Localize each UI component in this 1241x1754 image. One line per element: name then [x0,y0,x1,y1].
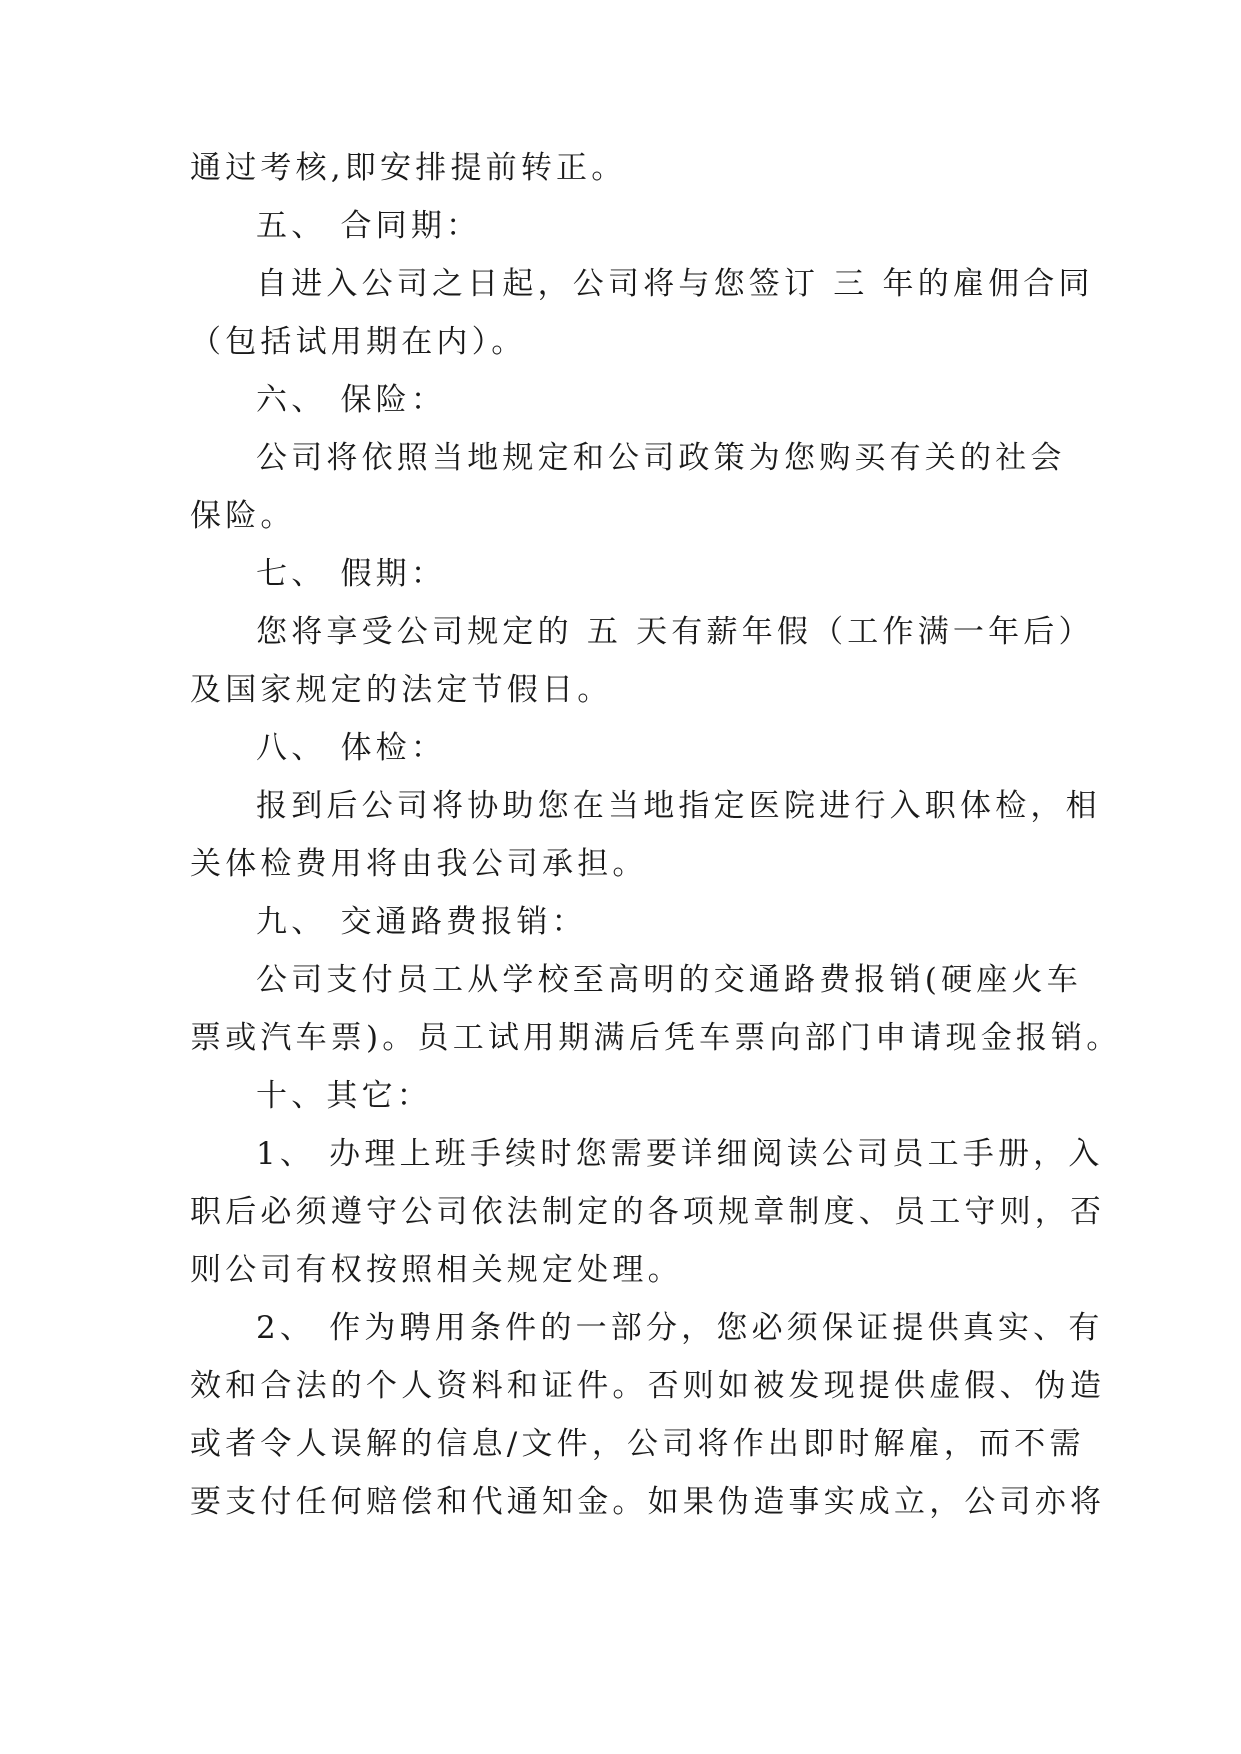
body-text-line: 自进入公司之日起，公司将与您签订 三 年的雇佣合同 [256,266,1094,302]
section-heading-insurance: 六、 保险： [256,382,447,418]
body-text-line: 或者令人误解的信息/文件，公司将作出即时解雇，而不需 [190,1426,1085,1462]
body-text-line: 要支付任何赔偿和代通知金。如果伪造事实成立，公司亦将 [190,1484,1106,1520]
body-text-line: 公司将依照当地规定和公司政策为您购买有关的社会 [256,440,1066,476]
body-text-line: 关体检费用将由我公司承担。 [190,846,648,882]
body-text-line: 职后必须遵守公司依法制定的各项规章制度、员工守则，否 [190,1194,1106,1230]
body-text-line: 报到后公司将协助您在当地指定医院进行入职体检，相 [256,788,1101,824]
section-heading-other: 十、其它： [256,1078,432,1114]
body-text-line: 通过考核,即安排提前转正。 [190,150,627,186]
section-heading-holidays: 七、 假期： [256,556,447,592]
body-text-line: 及国家规定的法定节假日。 [190,672,613,708]
section-heading-medical-exam: 八、 体检： [256,730,447,766]
list-item-1: 1、 办理上班手续时您需要详细阅读公司员工手册，入 [256,1136,1104,1172]
list-item-2: 2、 作为聘用条件的一部分，您必须保证提供真实、有 [256,1310,1104,1346]
section-heading-contract-period: 五、 合同期： [256,208,482,244]
body-text-line: 公司支付员工从学校至高明的交通路费报销(硬座火车 [256,962,1082,998]
body-text-line: 则公司有权按照相关规定处理。 [190,1252,683,1288]
body-text-line: 票或汽车票)。员工试用期满后凭车票向部门申请现金报销。 [190,1020,1122,1056]
body-text-line: 效和合法的个人资料和证件。否则如被发现提供虚假、伪造 [190,1368,1106,1404]
body-text-line: 您将享受公司规定的 五 天有薪年假（工作满一年后） [256,614,1094,650]
section-heading-travel-reimbursement: 九、 交通路费报销： [256,904,587,940]
body-text-line: （包括试用期在内）。 [190,324,527,360]
body-text-line: 保险。 [190,498,296,534]
